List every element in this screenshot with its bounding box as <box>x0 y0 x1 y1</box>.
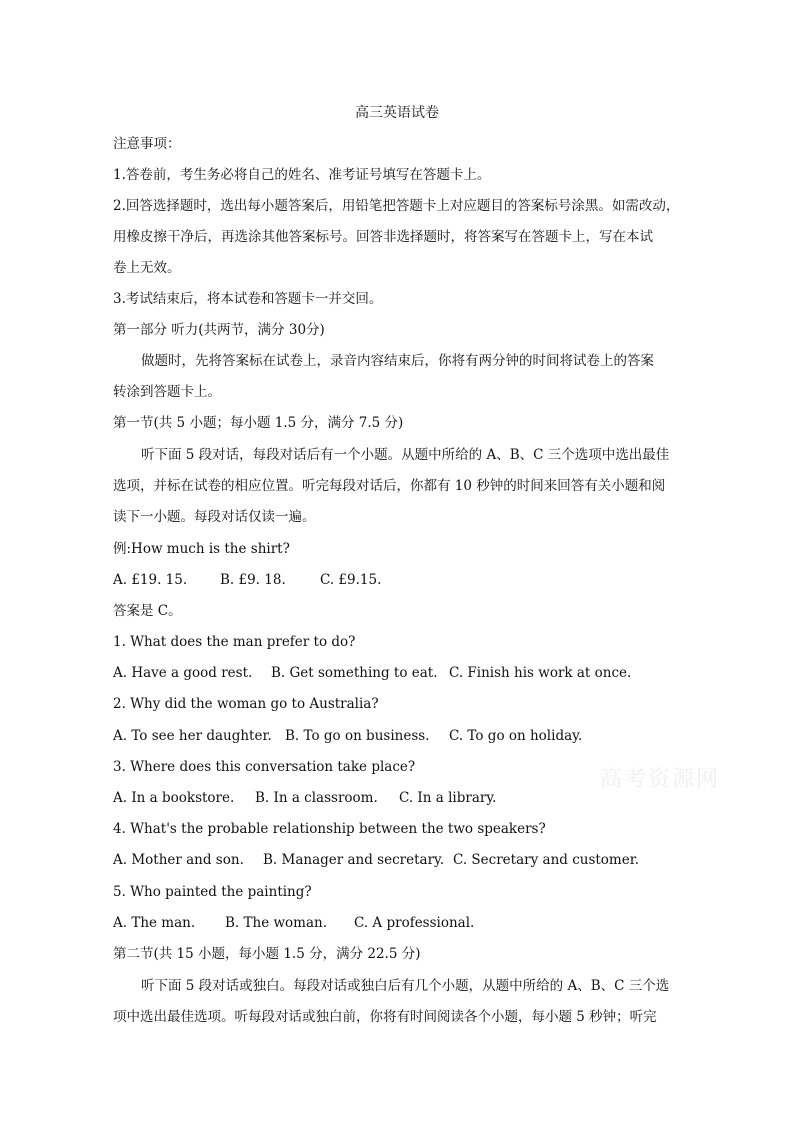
section1-intro: 选项，并标在试卷的相应位置。听完每段对话后，你都有 10 秒钟的时间来回答有关小题和阅 <box>113 478 666 494</box>
option-a: A. In a bookstore. <box>113 790 235 806</box>
section1-intro: 读下一小题。每段对话仅读一遍。 <box>113 509 316 525</box>
example-question: 例:How much is the shirt? <box>113 541 290 557</box>
option-a: A. £19. 15. <box>113 572 188 588</box>
question-2-options <box>113 727 683 745</box>
part1-intro: 做题时，先将答案标在试卷上，录音内容结束后，你将有两分钟的时间将试卷上的答案 <box>141 353 654 369</box>
section2-heading: 第二节(共 15 小题，每小题 1.5 分，满分 22.5 分) <box>113 946 421 962</box>
section1-heading: 第一节(共 5 小题；每小题 1.5 分，满分 7.5 分) <box>113 415 404 431</box>
option-b: B. In a classroom. <box>255 790 378 806</box>
notice-line: 3.考试结束后，将本试卷和答题卡一并交回。 <box>113 291 383 307</box>
notice-line: 用橡皮擦干净后，再选涂其他答案标号。回答非选择题时，将答案写在答题卡上，写在本试 <box>113 229 653 245</box>
notice-line: 2.回答选择题时，选出每小题答案后，用铅笔把答题卡上对应题目的答案标号涂黑。如需改动， <box>113 198 680 214</box>
option-b: B. To go on business. <box>285 728 430 744</box>
part1-intro: 转涂到答题卡上。 <box>113 384 221 400</box>
page-title: 高三英语试卷 <box>355 105 439 121</box>
question-5-options <box>113 914 683 932</box>
watermark: 高考资源网 <box>600 767 721 792</box>
section2-intro: 项中选出最佳选项。听每段对话或独白前，你将有时间阅读各个小题，每小题 5 秒钟；听完 <box>113 1009 657 1025</box>
option-c: C. To go on holiday. <box>449 728 583 744</box>
question-3: 3. Where does this conversation take place? <box>113 759 416 775</box>
option-b: B. Manager and secretary. <box>263 852 445 868</box>
question-4: 4. What's the probable relationship between the two speakers? <box>113 821 546 837</box>
option-a: A. To see her daughter. <box>113 728 272 744</box>
question-4-options <box>113 851 683 869</box>
option-b: B. £9. 18. <box>220 572 286 588</box>
option-c: C. Finish his work at once. <box>449 665 632 681</box>
section1-intro: 听下面 5 段对话，每段对话后有一个小题。从题中所给的 A、B、C 三个选项中选出最佳 <box>141 447 670 463</box>
option-b: B. The woman. <box>225 915 328 931</box>
example-options <box>113 571 683 589</box>
notice-line: 卷上无效。 <box>113 260 181 276</box>
question-5: 5. Who painted the painting? <box>113 884 312 900</box>
section2-intro: 听下面 5 段对话或独白。每段对话或独白后有几个小题，从题中所给的 A、B、C 三个选 <box>141 978 670 994</box>
option-b: B. Get something to eat. <box>271 665 438 681</box>
question-3-options <box>113 789 683 807</box>
part1-heading: 第一部分 听力(共两节，满分 30分) <box>113 322 325 338</box>
option-c: C. £9.15. <box>320 572 382 588</box>
option-c: C. Secretary and customer. <box>453 852 639 868</box>
option-a: A. Have a good rest. <box>113 665 253 681</box>
notice-line: 1.答卷前，考生务必将自己的姓名、准考证号填写在答题卡上。 <box>113 167 491 183</box>
option-a: A. The man. <box>113 915 196 931</box>
notice-heading: 注意事项： <box>113 136 181 152</box>
option-a: A. Mother and son. <box>113 852 244 868</box>
option-c: C. In a library. <box>399 790 497 806</box>
question-1: 1. What does the man prefer to do? <box>113 634 356 650</box>
example-answer: 答案是 C。 <box>113 603 182 619</box>
option-c: C. A professional. <box>354 915 475 931</box>
question-1-options <box>113 664 683 682</box>
question-2: 2. Why did the woman go to Australia? <box>113 696 379 712</box>
